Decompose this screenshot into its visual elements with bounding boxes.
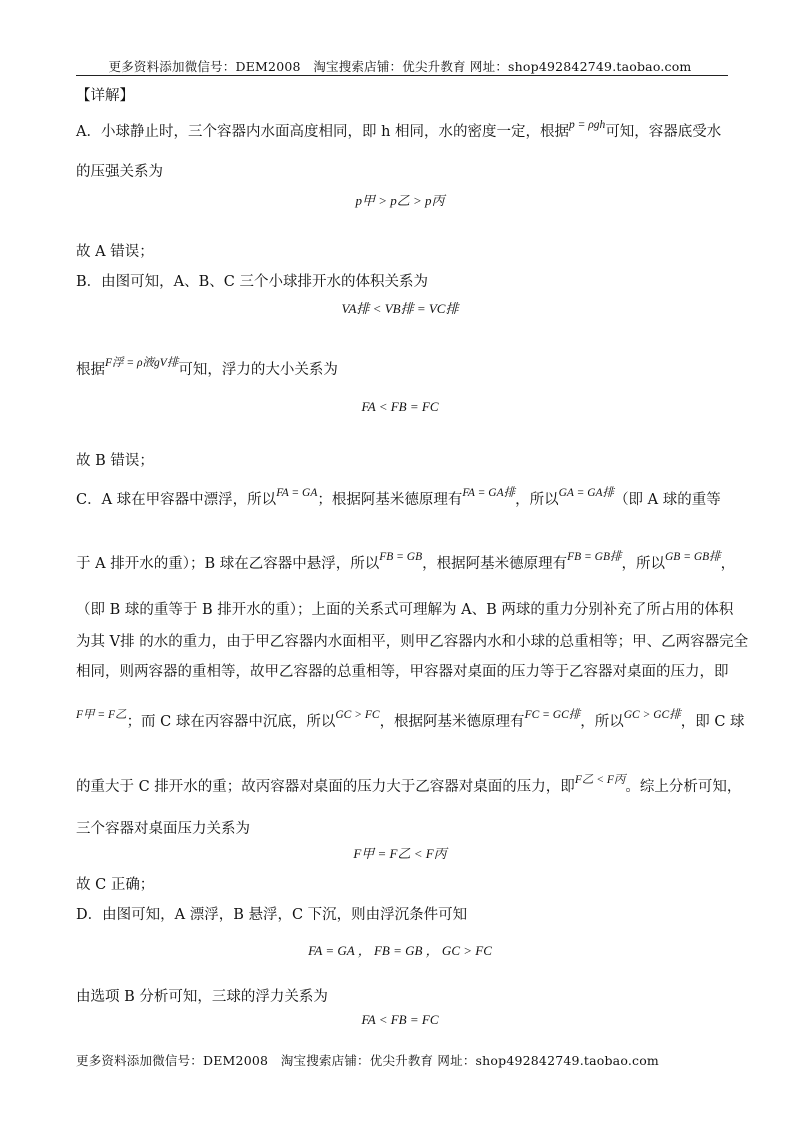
- text: ，: [720, 556, 736, 572]
- equation-table-pressure: F甲 = F乙 < F丙: [353, 846, 447, 861]
- paragraph-a-line-2: 的压强关系为: [76, 164, 163, 180]
- formula: FB = GB: [379, 551, 423, 563]
- text: 根据: [76, 362, 105, 378]
- formula: GA = GA排: [558, 487, 615, 499]
- paragraph-c-line-6: [76, 709, 745, 731]
- text: 。综上分析可知，: [625, 779, 742, 795]
- formula: FA = GA: [276, 487, 318, 499]
- text: ，根据阿基米德原理有: [422, 556, 568, 572]
- text: 可知，浮力的大小关系为: [178, 362, 338, 378]
- text: C．A 球在甲容器中漂浮，所以: [76, 492, 277, 508]
- formula: F甲 = F乙: [76, 709, 127, 721]
- text: ，所以: [580, 714, 624, 730]
- paragraph-d-line-1: D．由图可知，A 漂浮，B 悬浮，C 下沉，则由浮沉条件可知: [76, 907, 468, 923]
- paragraph-c-conclusion: 故 C 正确；: [76, 877, 155, 893]
- text: ，根据阿基米德原理有: [379, 714, 525, 730]
- page-footer: 更多资料添加微信号：DEM2008 淘宝搜索店铺：优尖升教育 网址：shop492842749.taobao.com: [76, 1053, 659, 1068]
- paragraph-b-line-1: B．由图可知，A、B、C 三个小球排开水的体积关系为: [76, 274, 428, 290]
- paragraph-c-line-7: [76, 774, 742, 796]
- paragraph-a-line-1: [76, 120, 726, 141]
- text: ，所以: [621, 556, 665, 572]
- page-header: 更多资料添加微信号：DEM2008 淘宝搜索店铺：优尖升教育 网址：shop492842749.taobao.com: [108, 59, 692, 74]
- paragraph-b-conclusion: 故 B 错误；: [76, 453, 154, 469]
- paragraph-c-line-1: [76, 488, 726, 509]
- text: ，所以: [515, 492, 559, 508]
- paragraph-b-line-2: [76, 358, 726, 379]
- text: ，即 C 球: [680, 714, 745, 730]
- paragraph-c-line-4: 为其 V排 的水的重力，由于甲乙容器内水面相平，则甲乙容器内水和小球的总重相等；甲、乙两容器完全: [76, 634, 749, 650]
- formula: GC > FC: [335, 709, 380, 721]
- header-rule: [76, 75, 728, 76]
- paragraph-c-line-5: 相同，则两容器的重相等，故甲乙容器的总重相等，甲容器对桌面的压力等于乙容器对桌面的压力，即: [76, 664, 729, 680]
- formula: FB = GB排: [567, 551, 622, 563]
- equation-float-conditions: FA = GA ， FB = GB ， GC > FC: [308, 943, 492, 958]
- equation-volume: VA排 < VB排 = VC排: [341, 301, 459, 316]
- paragraph-c-line-8: 三个容器对桌面压力关系为: [76, 821, 250, 837]
- text: 可知，容器底受水: [605, 124, 722, 140]
- paragraph-c-line-2: [76, 551, 736, 573]
- paragraph-d-line-2: 由选项 B 分析可知，三球的浮力关系为: [76, 989, 328, 1005]
- formula-archimedes: F浮 = ρ液gV排: [105, 357, 179, 369]
- equation-buoyancy-d: FA < FB = FC: [361, 1012, 439, 1027]
- formula: GB = GB排: [664, 551, 721, 563]
- paragraph-c-line-3: （即 B 球的重等于 B 排开水的重）；上面的关系式可理解为 A、B 两球的重力分别补充了所占用的体积: [76, 602, 734, 618]
- text: A．小球静止时，三个容器内水面高度相同，即 h 相同，水的密度一定，根据: [76, 124, 570, 140]
- formula: FA = GA排: [462, 487, 516, 499]
- text: ；根据阿基米德原理有: [317, 492, 463, 508]
- text: （即 A 球的重等: [614, 492, 721, 508]
- formula: FC = GC排: [524, 709, 581, 721]
- equation-pressure: p甲 > p乙 > p丙: [355, 193, 445, 208]
- text: 于 A 排开水的重）；B 球在乙容器中悬浮，所以: [76, 556, 380, 572]
- section-title: 【详解】: [76, 88, 134, 104]
- paragraph-a-conclusion: 故 A 错误；: [76, 244, 154, 260]
- text: 的重大于 C 排开水的重；故丙容器对桌面的压力大于乙容器对桌面的压力，即: [76, 779, 575, 795]
- formula: F乙 < F丙: [574, 774, 626, 786]
- formula: GC > GC排: [623, 709, 681, 721]
- equation-buoyancy-b: FA < FB = FC: [361, 399, 439, 414]
- formula-pressure: p = ρgh: [569, 119, 606, 131]
- text: ；而 C 球在丙容器中沉底，所以: [126, 714, 336, 730]
